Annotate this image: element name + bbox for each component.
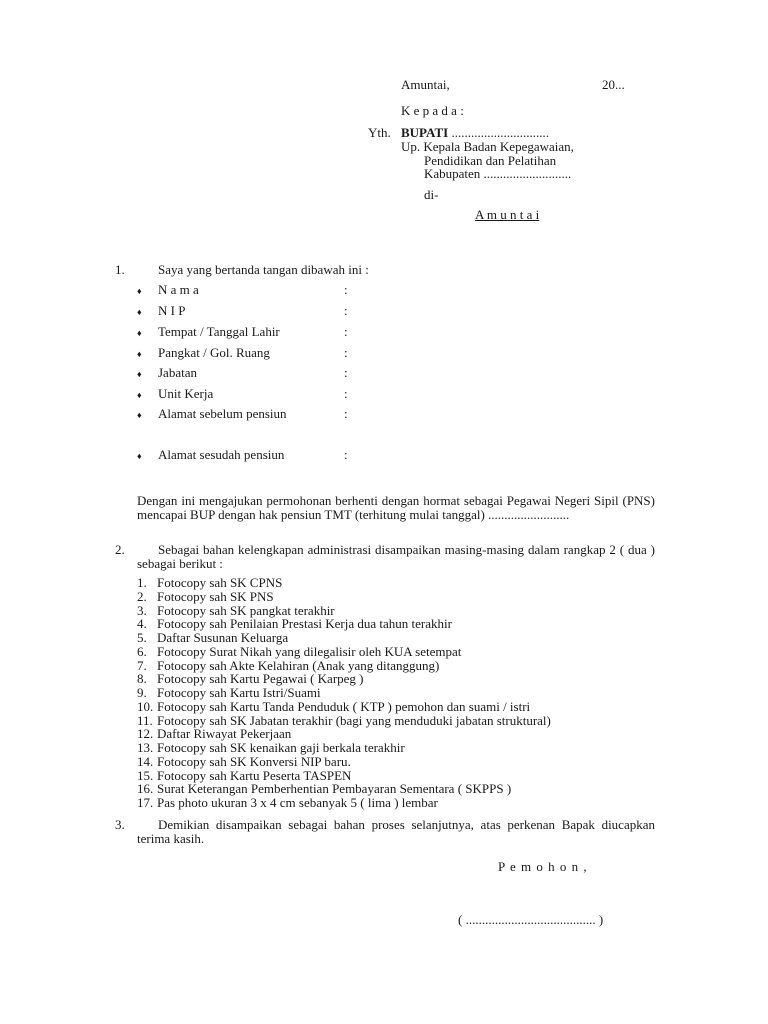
list-item: 11. Fotocopy sah SK Jabatan terakhir (bagi yang menduduki jabatan struktural): [137, 712, 551, 728]
di-label: di-: [424, 187, 439, 202]
field-label-nip: N I P: [158, 303, 186, 318]
recipient-title: BUPATI: [401, 125, 449, 140]
list-item: 12. Daftar Riwayat Pekerjaan: [137, 726, 292, 742]
list-item: 8. Fotocopy sah Kartu Pegawai ( Karpeg ): [137, 671, 364, 687]
field-label-jabatan: Jabatan: [158, 365, 197, 380]
field-bullet: ♦: [137, 410, 142, 420]
list-item: 17. Pas photo ukuran 3 x 4 cm sebanyak 5 ( lima ) lembar: [137, 795, 438, 810]
section3-number: 3.: [115, 817, 125, 832]
field-label-alamat-sesudah: Alamat sesudah pensiun: [158, 447, 285, 462]
field-label-ttl: Tempat / Tanggal Lahir: [158, 324, 280, 339]
closing-paragraph: Demikian disampaikan sebagai bahan proses selanjutnya, atas perkenan Bapak diucapkan terima kasih.: [137, 817, 655, 846]
list-item: 3. Fotocopy sah SK pangkat terakhir: [137, 602, 335, 618]
recipient-up-line2: Pendidikan dan Pelatihan: [424, 153, 557, 168]
list-item: 16. Surat Keterangan Pemberhentian Pembayaran Sementara ( SKPPS ): [137, 781, 512, 797]
recipient-up-line3: Kabupaten ...........................: [424, 166, 572, 181]
list-item: 5. Daftar Susunan Keluarga: [137, 630, 289, 645]
field-colon: :: [344, 365, 348, 380]
section2-number: 2.: [115, 542, 125, 557]
signature-label: P e m o h o n ,: [498, 859, 588, 874]
field-colon: :: [344, 303, 348, 318]
field-label-unit-kerja: Unit Kerja: [158, 386, 214, 401]
list-item: 15. Fotocopy sah Kartu Peserta TASPEN: [137, 767, 352, 783]
list-item: 10. Fotocopy sah Kartu Tanda Penduduk ( KTP ) pemohon dan suami / istri: [137, 698, 531, 714]
field-colon: :: [344, 282, 348, 297]
list-item: 13. Fotocopy sah SK kenaikan gaji berkala terakhir: [137, 740, 405, 755]
field-colon: :: [344, 345, 348, 360]
field-label-alamat-sebelum: Alamat sebelum pensiun: [158, 406, 287, 421]
list-item: 9. Fotocopy sah Kartu Istri/Suami: [137, 685, 321, 700]
signature-name-placeholder: ( ........................................ ): [458, 912, 604, 927]
city-label: A m u n t a i: [475, 207, 540, 222]
list-item: 7. Fotocopy sah Akte Kelahiran (Anak yang ditanggung): [137, 657, 440, 673]
field-label-nama: N a m a: [158, 282, 199, 297]
field-bullet: ♦: [137, 369, 142, 379]
yth-label: Yth.: [368, 125, 391, 140]
section1-number: 1.: [115, 262, 125, 277]
field-bullet: ♦: [137, 451, 142, 461]
list-item: 1. Fotocopy sah SK CPNS: [137, 575, 283, 590]
list-item: 2. Fotocopy sah SK PNS: [137, 588, 274, 604]
kepada-label: K e p a d a :: [401, 103, 464, 118]
list-item: 6. Fotocopy Surat Nikah yang dilegalisir oleh KUA setempat: [137, 643, 462, 659]
field-colon: :: [344, 447, 348, 462]
recipient-up-line1: Up. Kepala Badan Kepegawaian,: [401, 139, 574, 154]
recipient-dots: ..............................: [448, 125, 549, 140]
section2-intro: Sebagai bahan kelengkapan administrasi disampaikan masing-masing dalam rangkap 2 ( dua ) sebagai berikut :: [137, 542, 655, 571]
recipient-line: [401, 126, 549, 140]
field-bullet: ♦: [137, 286, 142, 296]
field-bullet: ♦: [137, 349, 142, 359]
field-bullet: ♦: [137, 307, 142, 317]
list-item: 14. Fotocopy sah SK Konversi NIP baru.: [137, 753, 351, 769]
field-bullet: ♦: [137, 390, 142, 400]
field-colon: :: [344, 386, 348, 401]
field-colon: :: [344, 324, 348, 339]
field-colon: :: [344, 406, 348, 421]
letter-year: 20...: [602, 77, 625, 92]
list-item: 4. Fotocopy sah Penilaian Prestasi Kerja dua tahun terakhir: [137, 616, 452, 632]
request-paragraph: Dengan ini mengajukan permohonan berhenti dengan hormat sebagai Pegawai Negeri Sipil (PNS) mencapai BUP dengan hak pensiun TMT (terhitung mulai tanggal) .........................: [137, 493, 655, 522]
requirements-list: [137, 576, 551, 810]
letter-place: Amuntai,: [401, 77, 450, 92]
field-label-pangkat: Pangkat / Gol. Ruang: [158, 345, 270, 360]
field-bullet: ♦: [137, 328, 142, 338]
section1-intro: Saya yang bertanda tangan dibawah ini :: [158, 262, 369, 277]
